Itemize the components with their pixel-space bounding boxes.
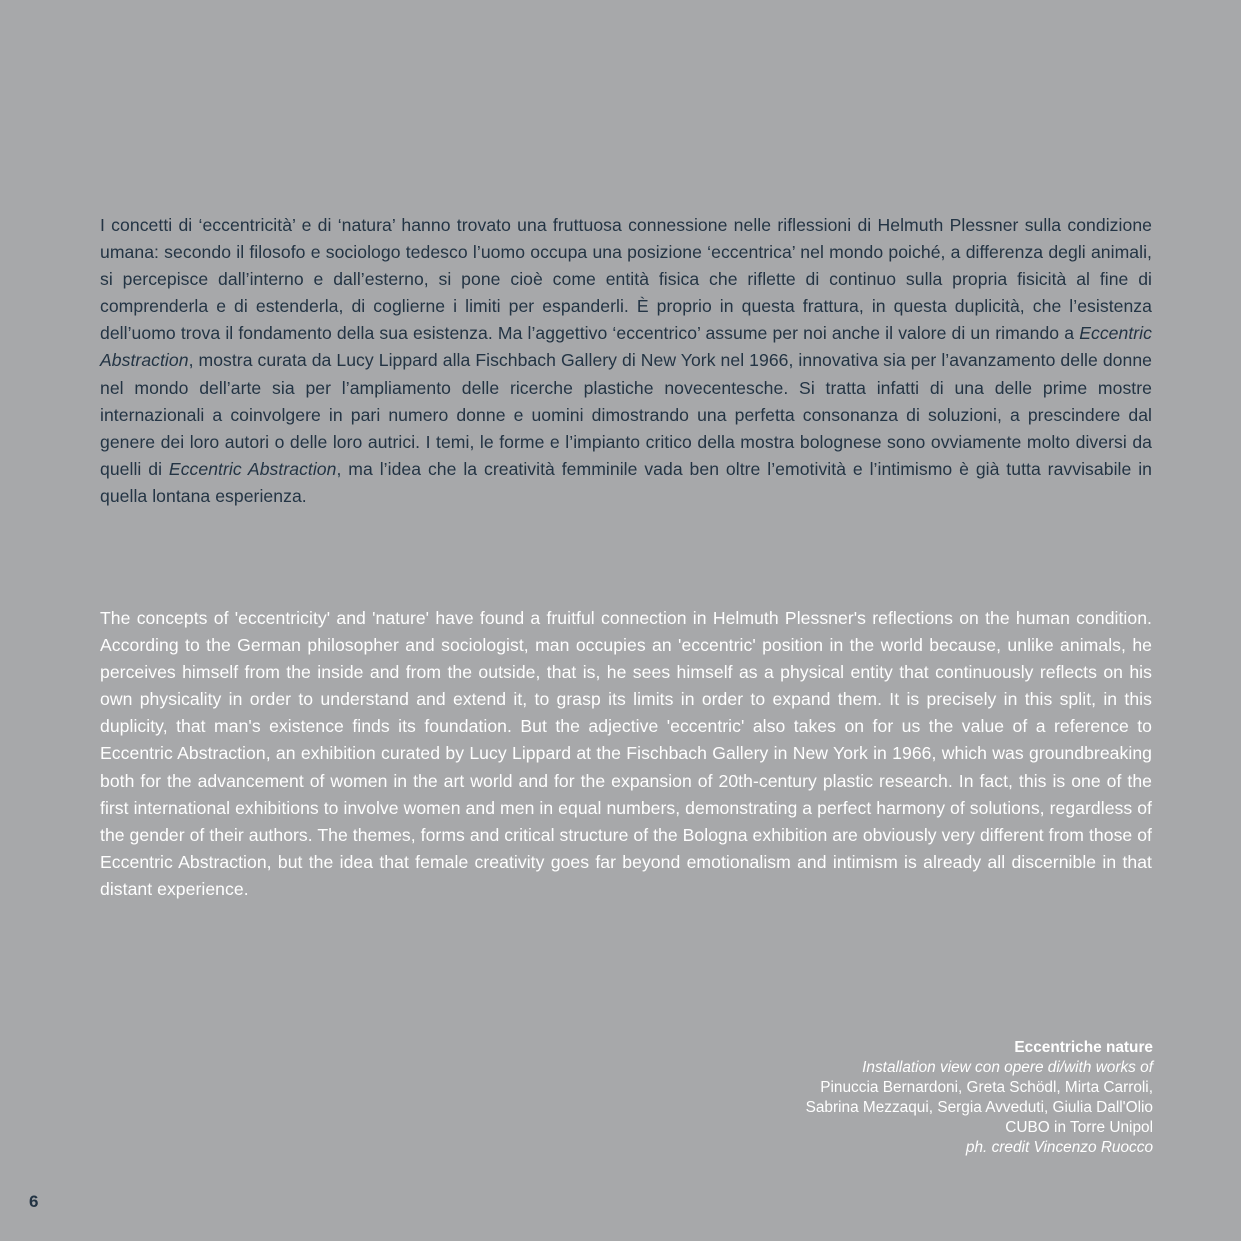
caption-photo-credit: ph. credit Vincenzo Ruocco — [965, 1139, 1153, 1156]
caption-venue: CUBO in Torre Unipol — [1005, 1119, 1153, 1136]
caption-subtitle: Installation view con opere di/with works of — [862, 1059, 1153, 1076]
caption-artists-line-1: Pinuccia Bernardoni, Greta Schödl, Mirta Carroli, — [820, 1079, 1153, 1096]
image-caption — [693, 1038, 1153, 1158]
italian-exhibition-title-1: Eccentric Abstraction — [100, 323, 1152, 371]
caption-artists-line-2: Sabrina Mezzaqui, Sergia Avveduti, Giulia Dall'Olio — [805, 1099, 1153, 1116]
page-number: 6 — [29, 1192, 39, 1211]
caption-title: Eccentriche nature — [1014, 1039, 1153, 1056]
italian-text-part-1: I concetti di ‘eccentricità’ e di ‘natura’ hanno trovato una fruttuosa connessione nelle riflessioni di Helmuth Plessner sulla condizione umana: secondo il filosofo e sociologo tedesco l’uomo occupa una posizione ‘eccentrica’ nel mondo poiché, a differenza degli animali, si percepisce dall’interno e dall’esterno, si pone cioè come entità fisica che riflette di continuo sulla propria fisicità al fine di comprenderla e di estenderla, di coglierne i limiti per espanderli. È proprio in questa frattura, in questa duplicità, che l’esistenza dell’uomo trova il fondamento della sua esistenza. Ma l’aggettivo ‘eccentrico’ assume per noi anche il valore di un rimando a — [100, 215, 1152, 344]
english-paragraph: The concepts of 'eccentricity' and 'nature' have found a fruitful connection in Helmuth Plessner's reflections on the human condition. According to the German philosopher and sociologist, man occupies an 'eccentric' position in the world because, unlike animals, he perceives himself from the inside and from the outside, that is, he sees himself as a physical entity that continuously reflects on his own physicality in order to understand and extend it, to grasp its limits in order to expand them. It is precisely in this split, in this duplicity, that man's existence finds its foundation. But the adjective 'eccentric' also takes on for us the value of a reference to Eccentric Abstraction, an exhibition curated by Lucy Lippard at the Fischbach Gallery in New York in 1966, which was groundbreaking both for the advancement of women in the art world and for the expansion of 20th-century plastic research. In fact, this is one of the first international exhibitions to involve women and men in equal numbers, demonstrating a perfect harmony of solutions, regardless of the gender of their authors. The themes, forms and critical structure of the Bologna exhibition are obviously very different from those of Eccentric Abstraction, but the idea that female creativity goes far beyond emotionalism and intimism is already all discernible in that distant experience. — [100, 608, 1152, 899]
italian-exhibition-title-2: Eccentric Abstraction — [168, 458, 337, 479]
italian-paragraph — [100, 212, 1152, 510]
italian-text-part-2: , mostra curata da Lucy Lippard alla Fischbach Gallery di New York nel 1966, innovativa sia per l’avanzamento delle donne nel mondo dell’arte sia per l’ampliamento delle ricerche plastiche novecentesche. Si tratta infatti di una delle prime mostre internazionali a coinvolgere in pari numero donne e uomini dimostrando una perfetta consonanza di soluzioni, a prescindere dal genere dei loro autori o delle loro autrici. I temi, le forme e l’impianto critico della mostra bolognese sono ovviamente molto diversi da quelli di — [100, 350, 1152, 479]
italian-text-part-3: , ma l’idea che la creatività femminile vada ben oltre l’emotività e l’intimismo è già tutta ravvisabile in quella lontana esperienza. — [100, 458, 1152, 506]
